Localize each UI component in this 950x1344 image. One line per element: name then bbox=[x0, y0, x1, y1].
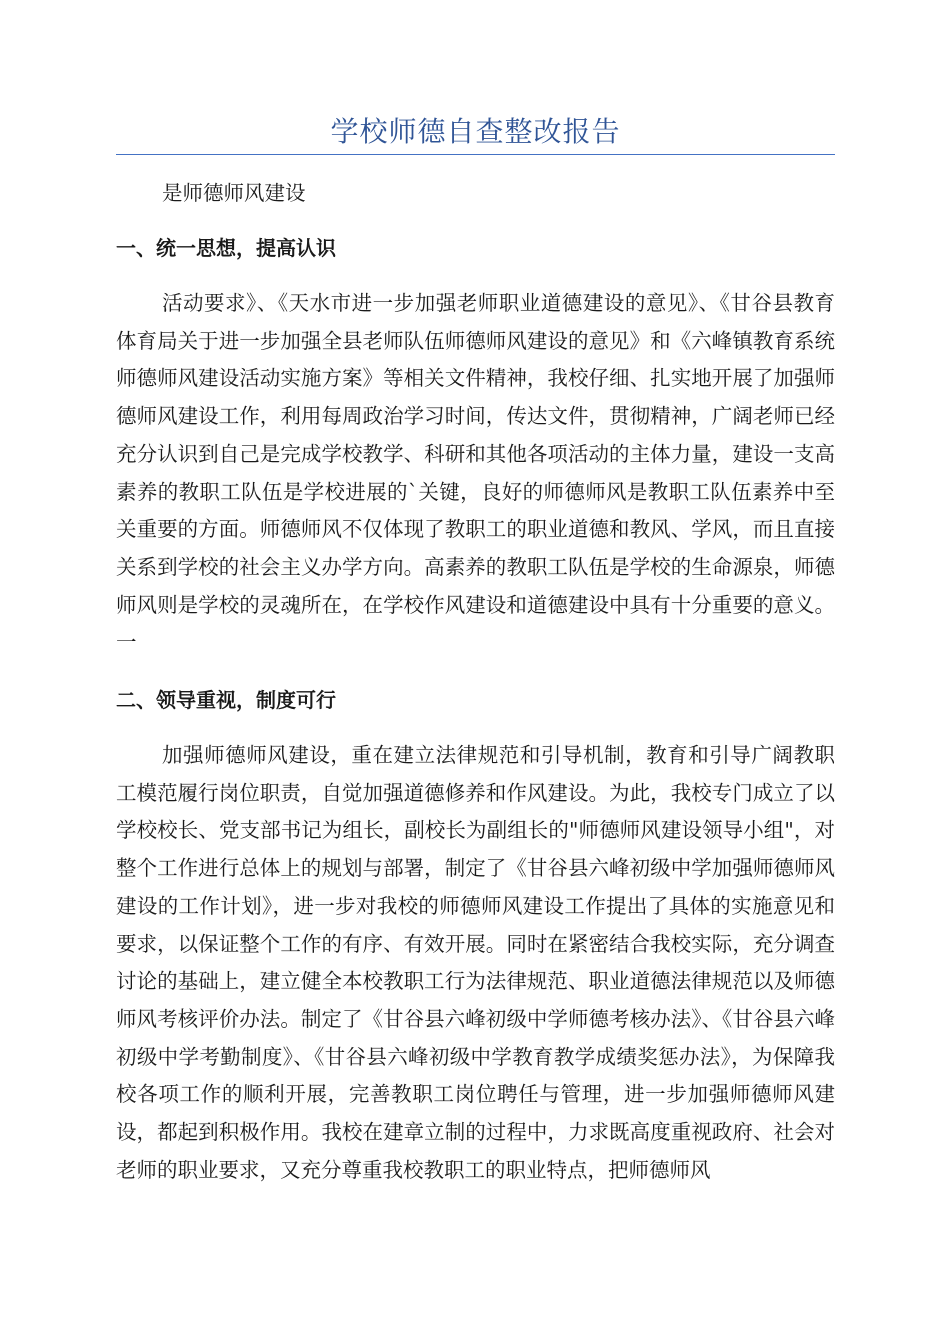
section-paragraph-2: 加强师德师风建设，重在建立法律规范和引导机制，教育和引导广阔教职工模范履行岗位职责，自觉加强道德修养和作风建设。为此，我校专门成立了以学校校长、党支部书记为组长，副校长为副组长的"师德师风建设领导小组"，对整个工作进行总体上的规划与部署，制定了《甘谷县六峰初级中学加强师德师风建设的工作计划》，进一步对我校的师德师风建设工作提出了具体的实施意见和要求，以保证整个工作的有序、有效开展。同时在紧密结合我校实际，充分调查讨论的基础上，建立健全本校教职工行为法律规范、职业道德法律规范以及师德师风考核评价办法。制定了《甘谷县六峰初级中学师德考核办法》、《甘谷县六峰初级中学考勤制度》、《甘谷县六峰初级中学教育教学成绩奖惩办法》，为保障我校各项工作的顺利开展，完善教职工岗位聘任与管理，进一步加强师德师风建设，都起到积极作用。我校在建章立制的过程中，力求既高度重视政府、社会对老师的职业要求，又充分尊重我校教职工的职业特点，把师德师风 bbox=[116, 743, 835, 1182]
intro-line: 是师德师风建设 bbox=[162, 181, 306, 205]
section-heading-2: 二、领导重视，制度可行 bbox=[116, 688, 336, 712]
section-paragraph-1: 活动要求》、《天水市进一步加强老师职业道德建设的意见》、《甘谷县教育体育局关于进一步加强全县老师队伍师德师风建设的意见》和《六峰镇教育系统师德师风建设活动实施方案》等相关文件精神，我校仔细、扎实地开展了加强师德师风建设工作，利用每周政治学习时间，传达文件，贯彻精神，广阔老师已经充分认识到自己是完成学校教学、科研和其他各项活动的主体力量，建设一支高素养的教职工队伍是学校进展的`关键，良好的师德师风是教职工队伍素养中至关重要的方面。师德师风不仅体现了教职工的职业道德和教风、学风，而且直接关系到学校的社会主义办学方向。高素养的教职工队伍是学校的生命源泉，师德师风则是学校的灵魂所在，在学校作风建设和道德建设中具有十分重要的意义。一 bbox=[116, 291, 835, 655]
section-heading-1: 一、统一思想，提高认识 bbox=[116, 236, 336, 260]
title-underline bbox=[116, 154, 835, 155]
document-title: 学校师德自查整改报告 bbox=[330, 115, 621, 148]
